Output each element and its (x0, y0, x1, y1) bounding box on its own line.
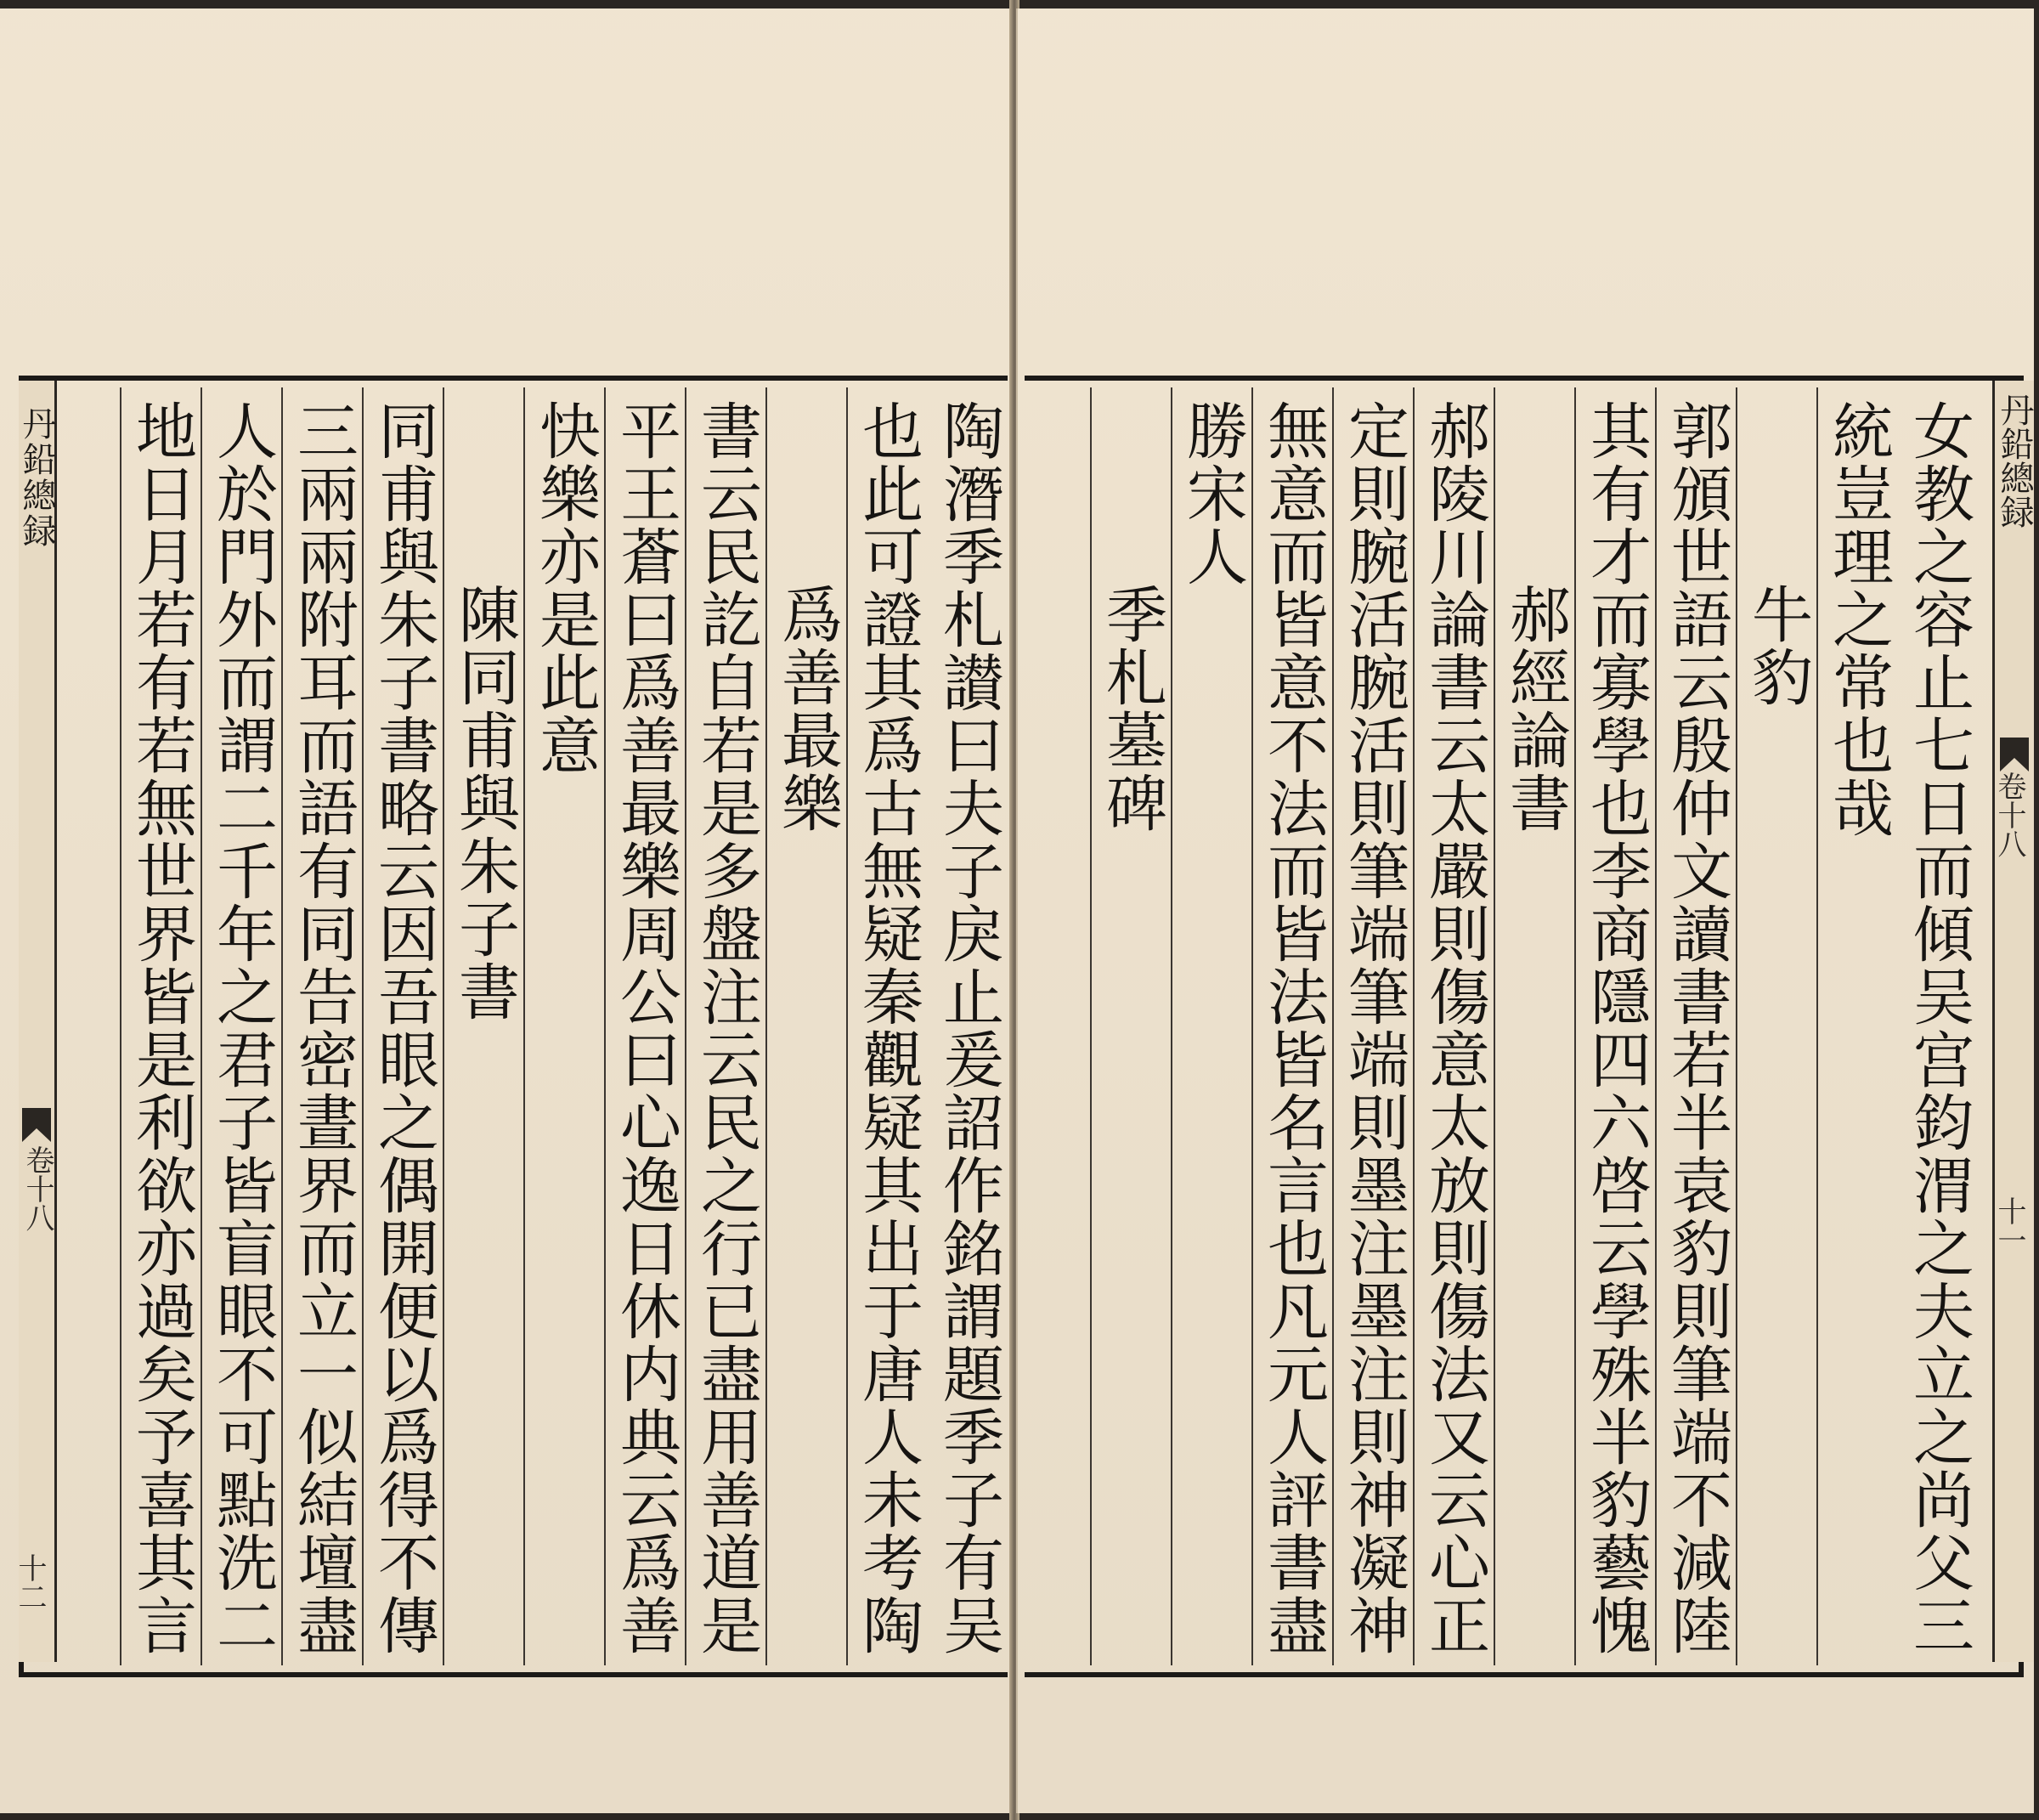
text-column: 其有才而寡學也李商隱四六啓云學殊半豹藝愧 (1574, 387, 1655, 1665)
text-column: 書云民訖自若是多盤注云民之行已盡用善道是 (685, 387, 765, 1665)
left-text-frame (13, 376, 1008, 1677)
text-column: 平王蒼曰爲善最樂周公曰心逸日休内典云爲善 (604, 387, 685, 1665)
text-column: 定則腕活腕活則筆端筆端則墨注墨注則神凝神 (1332, 387, 1413, 1665)
text-column: 地日月若有若無世界皆是利欲亦過矣予喜其言 (120, 387, 201, 1665)
right-text-columns (1025, 387, 1978, 1665)
text-column: 同甫與朱子書略云因吾眼之偶開便以爲得不傳 (362, 387, 443, 1665)
left-fold-margin (13, 381, 57, 1662)
fold-volume-label-right: 卷十八 (1992, 772, 2026, 858)
text-column: 陶潛季札讃曰夫子戾止爰詔作銘謂題季子有吴 (933, 399, 1004, 1657)
right-fold-margin (1992, 381, 2034, 1662)
left-page (0, 8, 1013, 1813)
left-text-columns (65, 387, 1008, 1665)
fold-leaf-number: 十二 (13, 1553, 47, 1611)
fold-volume-label: 卷十八 (20, 1145, 54, 1232)
text-column: 也此可證其爲古無疑秦觀疑其出于唐人未考陶 (846, 387, 927, 1665)
text-column: 無意而皆意不法而皆法皆名言也凡元人評書盡 (1251, 387, 1332, 1665)
text-column: 郝經論書 (1494, 387, 1574, 1665)
right-text-frame (1025, 376, 2024, 1677)
fishtail-icon-right (2000, 738, 2029, 772)
text-column: 統豈理之常也哉 (1816, 387, 1897, 1665)
text-column: 勝宋人 (1171, 387, 1251, 1665)
right-page (1016, 8, 2034, 1813)
text-column: 陳同甫與朱子書 (443, 387, 523, 1665)
text-column: 女教之容止七日而傾吴宫鈞渭之夫立之尚父三 (1903, 399, 1974, 1657)
fold-book-title: 丹鉛總録 (17, 406, 56, 549)
text-column: 快樂亦是此意 (523, 387, 604, 1665)
fold-book-title-right: 丹鉛總録 (1995, 393, 2034, 528)
text-column: 人於門外而謂二千年之君子皆盲眼不可點洗二 (201, 387, 281, 1665)
text-column: 季札墓碑 (1090, 387, 1171, 1665)
text-column: 三兩兩附耳而語有同告密晝界而立一似結壇盡 (281, 387, 362, 1665)
fishtail-icon (22, 1108, 51, 1142)
text-column: 牛豹 (1736, 387, 1816, 1665)
text-column: 爲善最樂 (765, 387, 846, 1665)
fold-leaf-number-right: 十一 (1992, 1196, 2026, 1254)
text-column: 郭頒世語云殷仲文讀書若半袁豹則筆端不減陸 (1655, 387, 1736, 1665)
text-column: 郝陵川論書云太嚴則傷意太放則傷法又云心正 (1413, 387, 1494, 1665)
